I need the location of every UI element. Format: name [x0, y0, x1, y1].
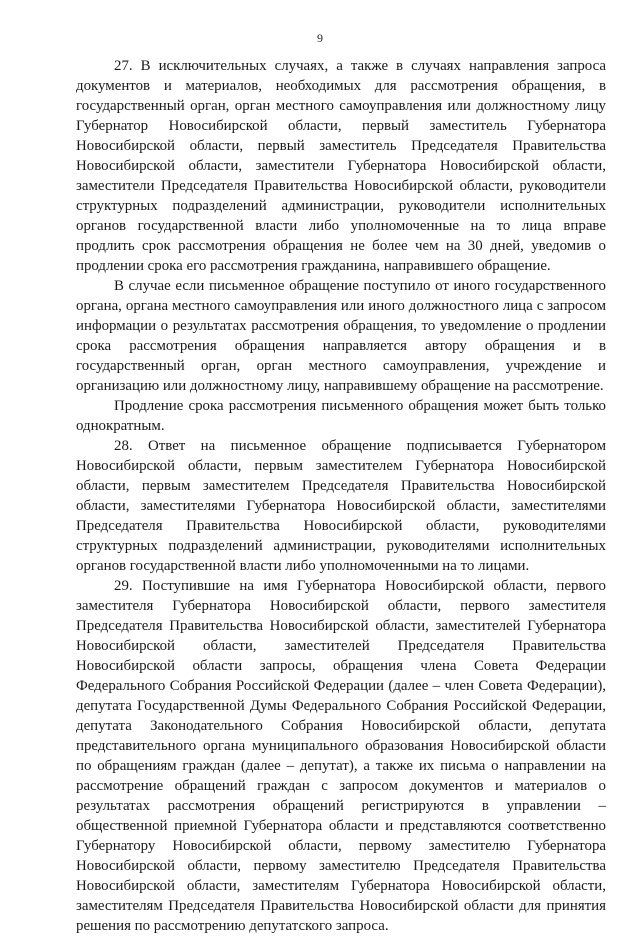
page-number: 9: [317, 31, 323, 45]
document-body: [76, 56, 606, 936]
paragraph-27-extension-limit: Продление срока рассмотрения письменного обращения может быть только однократным.: [76, 398, 606, 434]
paragraph-27-notification: В случае если письменное обращение поступило от иного государственного органа, органа местного самоуправления или иного должностного лица с запросом информации о результатах рассмотрения обращения, то уведомление о продлении срока рассмотрения обращения направляется автору обращения и в государственный орган, орган местного самоуправления, учреждение и организацию или должностному лицу, направившему обращение на рассмотрение.: [76, 278, 606, 394]
paragraph-29: 29. Поступившие на имя Губернатора Новосибирской области, первого заместителя Губернатора Новосибирской области, первого заместителя Председателя Правительства Новосибирской области, заместителей Губернатора Новосибирской области, заместителей Председателя Правительства Новосибирской области запросы, обращения члена Совета Федерации Федерального Собрания Российской Федерации (далее – член Совета Федерации), депутата Государственной Думы Федерального Собрания Российской Федерации, депутата Законодательного Собрания Новосибирской области, депутата представительного органа муниципального образования Новосибирской области по обращениям граждан (далее – депутат), а также их письма о направлении на рассмотрение обращений граждан с запросом документов и материалов о результатах рассмотрения обращений регистрируются в управлении – общественной приемной Губернатора области и представляются соответственно Губернатору Новосибирской области, первому заместителю Губернатора Новосибирской области, первому заместителю Председателя Правительства Новосибирской области, заместителям Губернатора Новосибирской области, заместителям Председателя Правительства Новосибирской области для принятия решения по рассмотрению депутатского запроса.: [76, 578, 606, 934]
paragraph-27: 27. В исключительных случаях, а также в случаях направления запроса документов и материалов, необходимых для рассмотрения обращения, в государственный орган, орган местного самоуправления или должностному лицу Губернатор Новосибирской области, первый заместитель Губернатора Новосибирской области, первый заместитель Председателя Правительства Новосибирской области, заместители Губернатора Новосибирской области, заместители Председателя Правительства Новосибирской области, руководители структурных подразделений администрации, руководители исполнительных органов государственной власти либо уполномоченные на то лица вправе продлить срок рассмотрения обращения не более чем на 30 дней, уведомив о продлении срока его рассмотрения гражданина, направившего обращение.: [76, 58, 606, 274]
paragraph-28: 28. Ответ на письменное обращение подписывается Губернатором Новосибирской области, первым заместителем Губернатора Новосибирской области, первым заместителем Председателя Правительства Новосибирской области, заместителями Губернатора Новосибирской области, заместителями Председателя Правительства Новосибирской области, руководителями структурных подразделений администрации, руководителями исполнительных органов государственной власти либо уполномоченными на то лицами.: [76, 438, 606, 574]
